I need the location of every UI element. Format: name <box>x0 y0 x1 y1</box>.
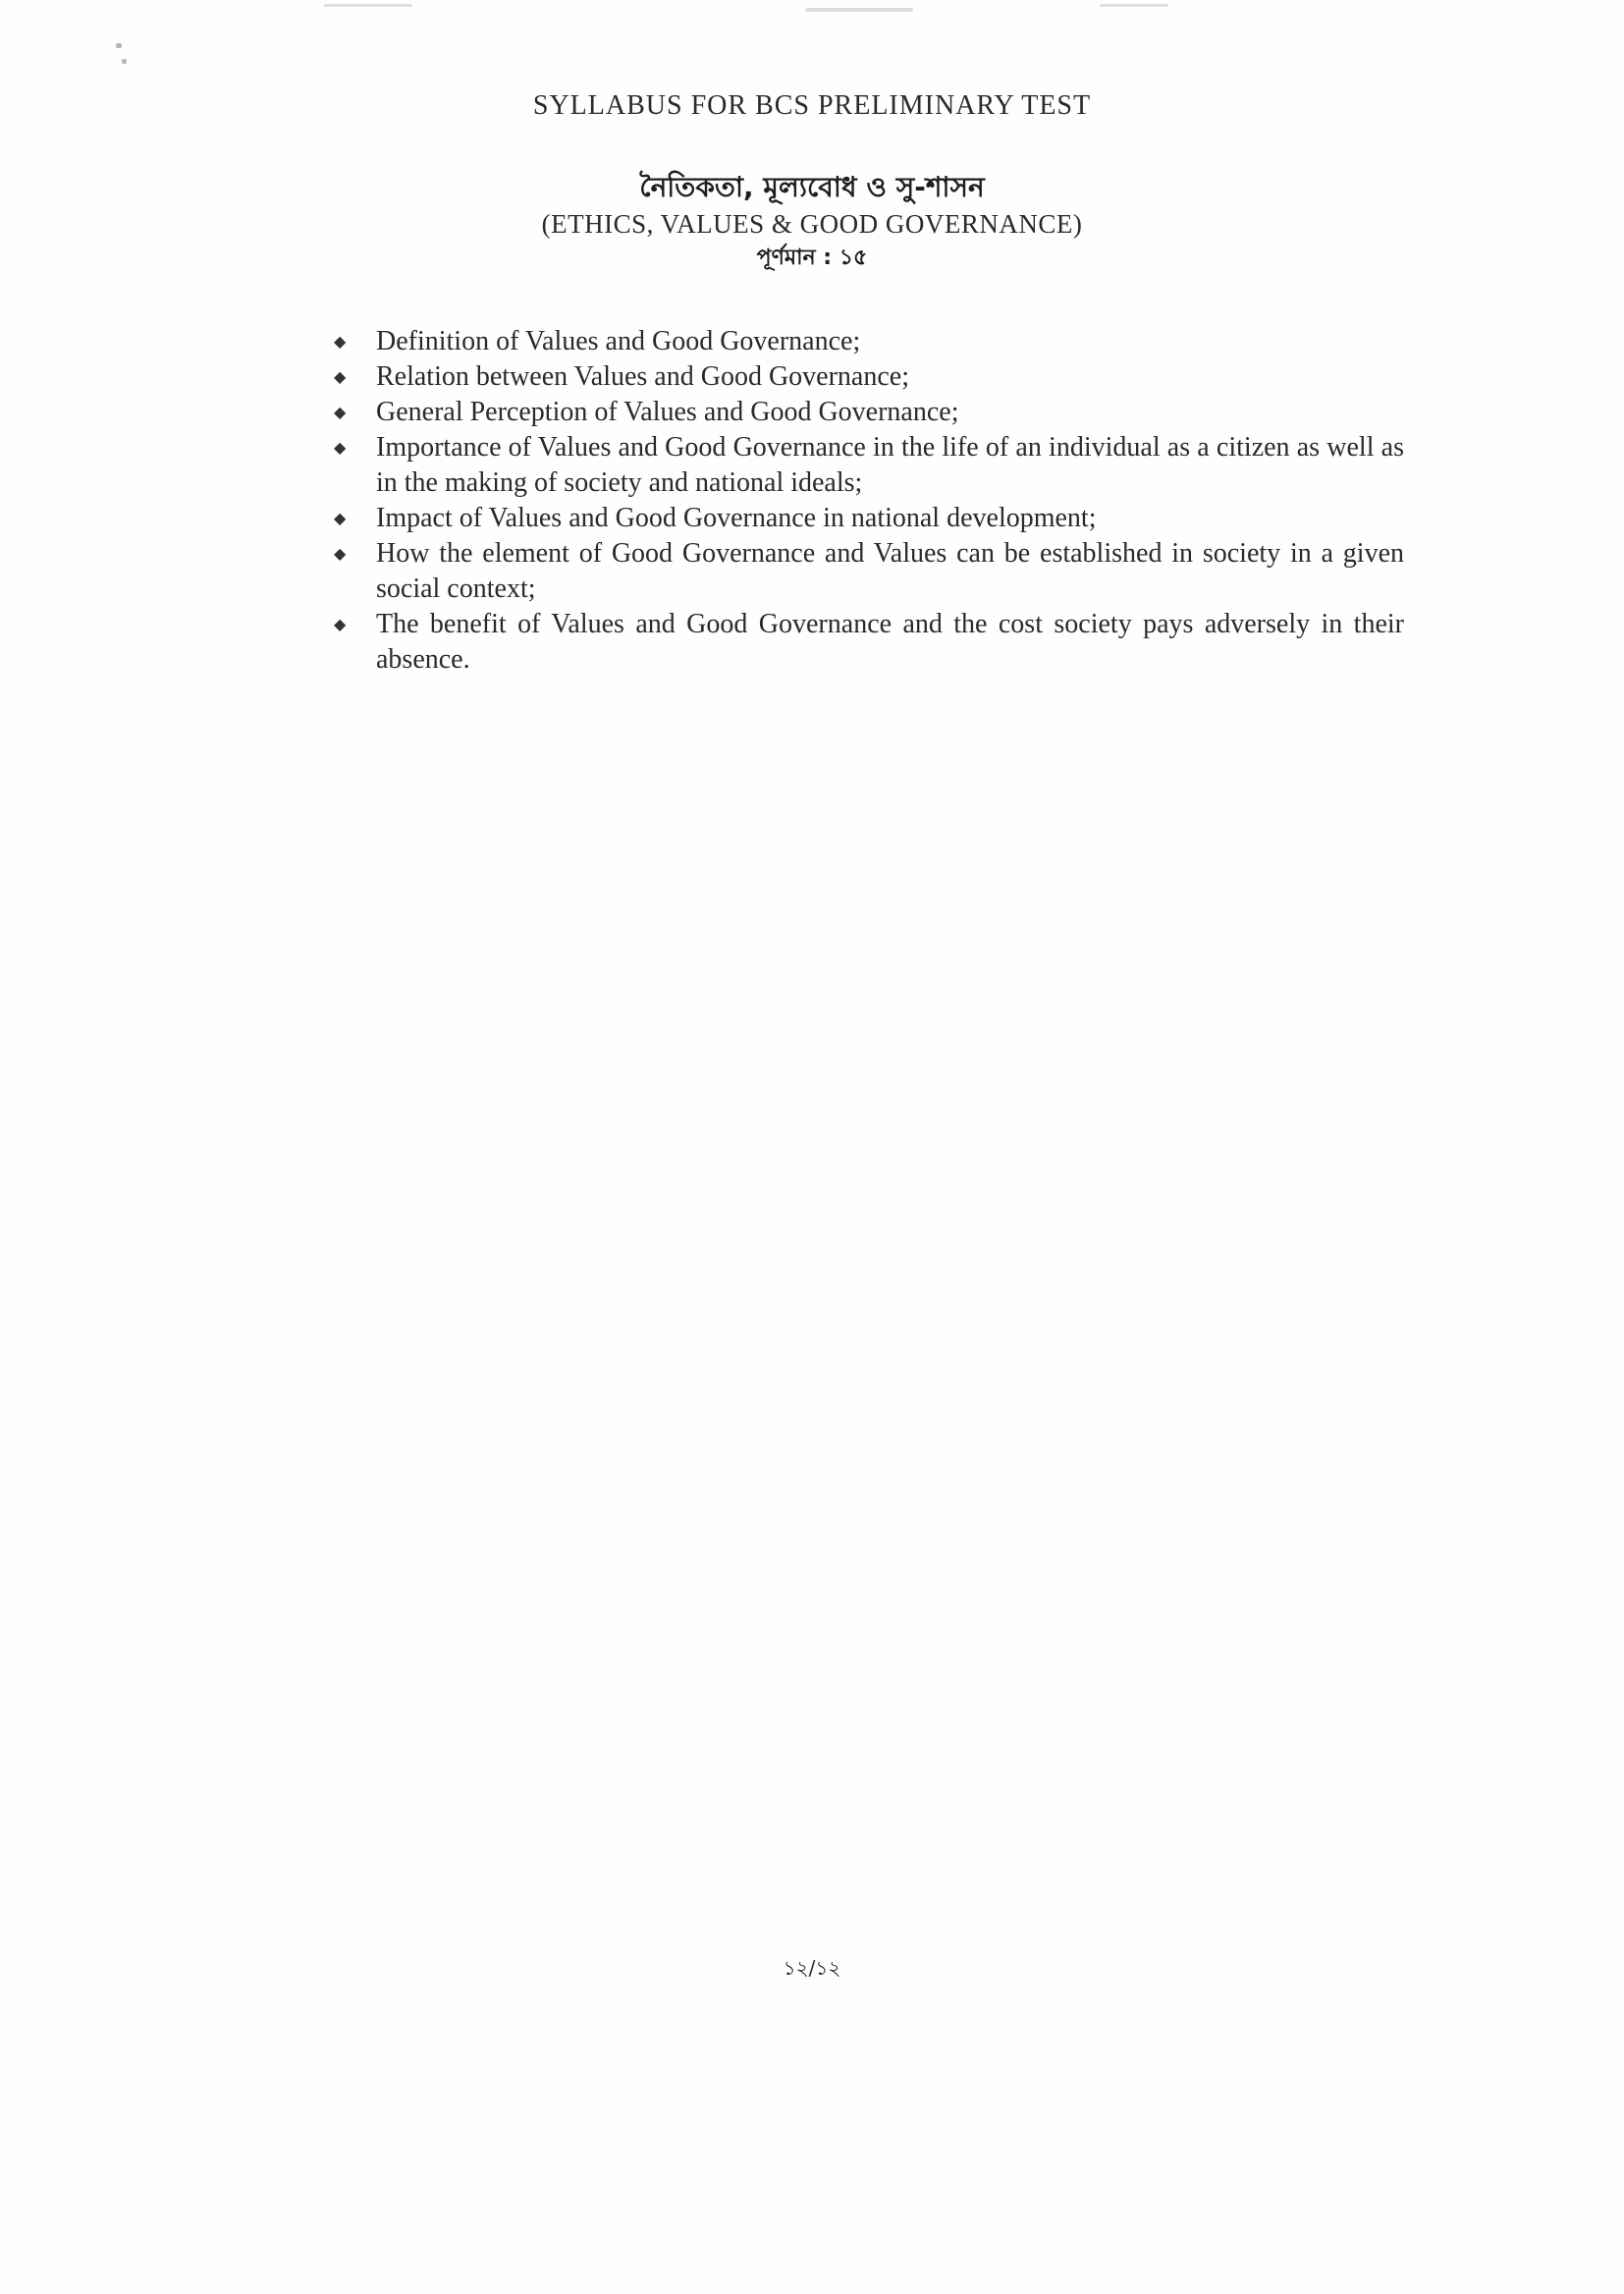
topic-text: Definition of Values and Good Governance; <box>376 326 861 356</box>
list-item <box>334 501 1404 536</box>
scan-artifact <box>116 43 122 48</box>
document-title: SYLLABUS FOR BCS PRELIMINARY TEST <box>532 90 1092 121</box>
topic-list <box>334 324 1404 678</box>
list-item <box>334 395 1404 430</box>
scan-artifact <box>122 59 127 64</box>
topic-text: The benefit of Values and Good Governance and the cost society pays adversely in their absence. <box>376 609 1404 675</box>
page-number: ১২/১২ <box>783 1956 841 1980</box>
bullet-icon: ◆ <box>334 615 347 633</box>
topic-text: Impact of Values and Good Governance in national development; <box>376 503 1097 533</box>
subject-title-english: (ETHICS, VALUES & GOOD GOVERNANCE) <box>541 209 1083 239</box>
list-item <box>334 359 1404 395</box>
subject-title-bengali: নৈতিকতা, মূল্যবোধ ও সু-শাসন <box>639 171 985 203</box>
document-header <box>0 88 1624 275</box>
scan-artifact <box>324 4 412 7</box>
scan-artifact <box>1100 4 1168 7</box>
bullet-icon: ◆ <box>334 544 347 563</box>
bullet-icon: ◆ <box>334 509 347 527</box>
list-item <box>334 536 1404 607</box>
topic-text: Relation between Values and Good Governance; <box>376 361 909 392</box>
bullet-icon: ◆ <box>334 438 347 457</box>
list-item <box>334 430 1404 501</box>
scan-artifact <box>805 8 913 12</box>
bullet-icon: ◆ <box>334 332 347 351</box>
list-item <box>334 607 1404 678</box>
topic-text: How the element of Good Governance and Values can be established in society in a given social context; <box>376 538 1404 604</box>
list-item <box>334 324 1404 359</box>
topic-text: Importance of Values and Good Governance in the life of an individual as a citizen as well as in the making of society and national ideals; <box>376 432 1404 498</box>
topic-text: General Perception of Values and Good Governance; <box>376 397 959 427</box>
full-marks: পূর্ণমান : ১৫ <box>756 246 868 270</box>
bullet-icon: ◆ <box>334 403 347 421</box>
bullet-icon: ◆ <box>334 367 347 386</box>
